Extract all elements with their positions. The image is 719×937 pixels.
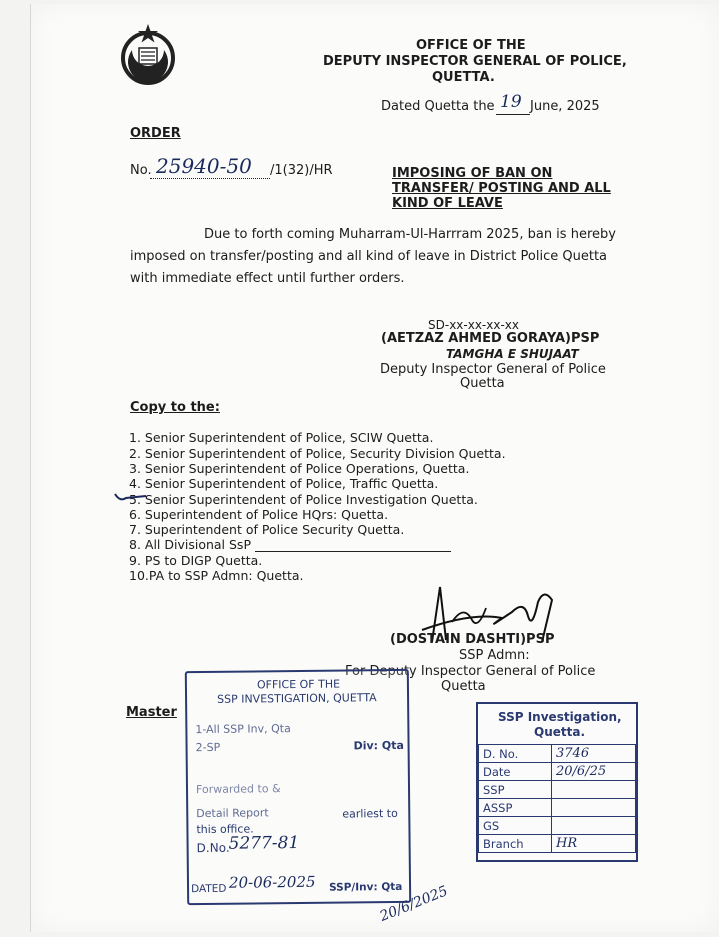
- register-value-assp: [552, 799, 636, 817]
- copy-item-8: 8. All Divisional SsP: [129, 537, 251, 552]
- stamp-sign-label: SSP/Inv: Qta: [328, 880, 403, 894]
- register-label-gs: GS: [479, 817, 552, 835]
- register-label-ssp: SSP: [479, 781, 552, 799]
- body-line-2: imposed on transfer/posting and all kind of leave in District Police Quetta: [130, 249, 608, 264]
- signatory-city: Quetta: [460, 376, 505, 391]
- stamp-dated-label: DATED: [191, 882, 227, 896]
- subject-line-3: KIND OF LEAVE: [392, 196, 503, 211]
- stamp-row-2-suffix: Div: Qta: [353, 738, 404, 753]
- office-stamp: [185, 669, 411, 905]
- register-row: [479, 835, 636, 853]
- office-line-3: QUETTA.: [432, 70, 495, 85]
- register-row: [479, 763, 636, 781]
- stamp-office-line-1: OFFICE OF THE: [256, 677, 341, 692]
- register-value-ssp: [552, 781, 636, 799]
- sd-line: SD-xx-xx-xx-xx: [428, 318, 519, 332]
- register-table: [478, 744, 636, 853]
- dated-underline: [496, 114, 530, 115]
- dated-day: 19: [500, 92, 522, 112]
- copy-item-5: 5. Senior Superintendent of Police Investigation Quetta.: [129, 492, 478, 507]
- order-no-prefix: No.: [130, 163, 152, 178]
- copy-item-6: 6. Superintendent of Police HQrs: Quetta.: [129, 507, 389, 522]
- second-signatory-title: SSP Admn:: [459, 648, 530, 663]
- second-signatory-name: (DOSTAIN DASHTI)PSP: [390, 632, 555, 647]
- copy-heading: Copy to the:: [130, 400, 220, 415]
- register-row: [479, 799, 636, 817]
- register-row: [479, 745, 636, 763]
- stamp-office-line-2: SSP INVESTIGATION, QUETTA: [217, 691, 377, 706]
- dated-suffix: June, 2025: [530, 99, 600, 114]
- copy-item-4: 4. Senior Superintendent of Police, Traffic Quetta.: [129, 476, 439, 491]
- master-label: Master: [126, 705, 177, 720]
- register-value-branch: HR: [552, 835, 636, 853]
- stamp-row-5-right: earliest to: [342, 806, 398, 821]
- stamp-dated-value: 20-06-2025: [228, 872, 316, 892]
- office-line-2: DEPUTY INSPECTOR GENERAL OF POLICE,: [323, 54, 627, 69]
- register-row: [479, 817, 636, 835]
- body-line-1: Due to forth coming Muharram-Ul-Harrram 2025, ban is hereby: [204, 227, 616, 242]
- copy-item-2: 2. Senior Superintendent of Police, Security Division Quetta.: [129, 446, 506, 461]
- order-heading: ORDER: [130, 126, 181, 141]
- stamp-dno-label: D.No.: [196, 840, 230, 856]
- subject-line-2: TRANSFER/ POSTING AND ALL: [392, 181, 611, 196]
- order-no-suffix: /1(32)/HR: [270, 163, 333, 178]
- copy-item-3: 3. Senior Superintendent of Police Operations, Quetta.: [129, 461, 470, 476]
- register-title-1: SSP Investigation,: [498, 710, 622, 724]
- stamp-row-4: Forwarded to &: [195, 782, 281, 797]
- copy-item-10: 10.PA to SSP Admn: Quetta.: [129, 568, 304, 583]
- office-line-1: OFFICE OF THE: [416, 38, 526, 53]
- register-row: [479, 781, 636, 799]
- register-label-branch: Branch: [479, 835, 552, 853]
- police-emblem-icon: [112, 20, 184, 92]
- check-mark-icon: [112, 484, 148, 504]
- copy-item-9: 9. PS to DIGP Quetta.: [129, 553, 263, 568]
- stamp-row-6: this office.: [196, 822, 254, 837]
- stamp-row-1: 1-All SSP Inv, Qta: [195, 722, 291, 737]
- signatory-award: TAMGHA E SHUJAAT: [446, 347, 579, 361]
- order-no-underline: [150, 178, 270, 179]
- stamp-row-3: 2-SP: [195, 740, 221, 755]
- copy-item-1: 1. Senior Superintendent of Police, SCIW Quetta.: [129, 430, 434, 445]
- register-label-assp: ASSP: [479, 799, 552, 817]
- stamp-dno-value: 5277-81: [228, 832, 300, 854]
- register-label-date: Date: [479, 763, 552, 781]
- signatory-designation: Deputy Inspector General of Police: [380, 362, 606, 377]
- body-line-3: with immediate effect until further orders.: [130, 271, 405, 286]
- stamp-row-5-left: Detail Report: [196, 806, 269, 821]
- stamp-hand-date: 20/6/2025: [377, 883, 451, 925]
- signatory-name: (AETZAZ AHMED GORAYA)PSP: [381, 331, 600, 346]
- register-label-dno: D. No.: [479, 745, 552, 763]
- dated-prefix: Dated Quetta the: [381, 99, 495, 114]
- register-value-gs: [552, 817, 636, 835]
- second-signatory-city: Quetta: [441, 679, 486, 694]
- subject-line-1: IMPOSING OF BAN ON: [392, 166, 553, 181]
- second-signatory-for: For Deputy Inspector General of Police: [345, 664, 596, 679]
- copy-item-7: 7. Superintendent of Police Security Quetta.: [129, 522, 405, 537]
- register-value-dno: 3746: [552, 745, 636, 763]
- all-divisional-underline: [255, 551, 451, 552]
- register-title-2: Quetta.: [534, 725, 586, 739]
- register-value-date: 20/6/25: [552, 763, 636, 781]
- register-stamp: [476, 702, 638, 862]
- order-no-handwritten: 25940-50: [156, 154, 252, 178]
